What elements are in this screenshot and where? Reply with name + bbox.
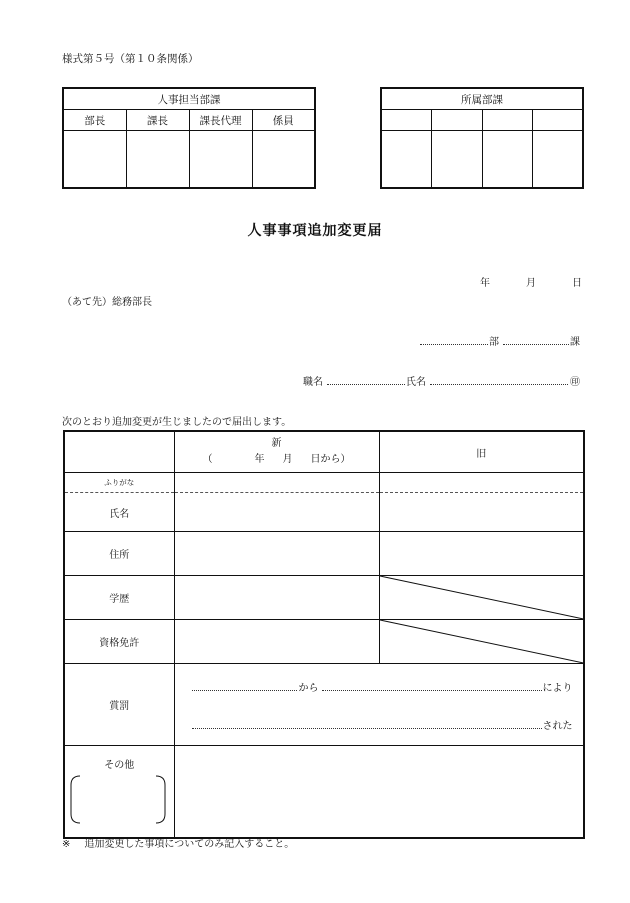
bracket-icon — [70, 775, 166, 824]
department-ka-label: 課 — [570, 337, 580, 348]
addressee: （あて先）総務部長 — [62, 297, 152, 308]
name-label: 氏名 — [406, 377, 426, 388]
position-label: 職名 — [303, 377, 323, 388]
name-old-cell[interactable] — [379, 493, 584, 532]
dept-seal-cell[interactable] — [432, 131, 483, 189]
furigana-new-cell[interactable] — [174, 473, 379, 493]
new-date-year: 年 — [254, 454, 265, 465]
dept-approval-box — [380, 87, 584, 189]
note-mark: ※ — [62, 839, 71, 850]
seal-mark: ㊞ — [570, 377, 580, 388]
other-cell[interactable] — [174, 746, 584, 839]
dept-seal-cell[interactable] — [482, 131, 533, 189]
hr-approval-box — [62, 87, 316, 189]
diagonal-strike — [380, 576, 584, 619]
hr-col-bucho: 部長 — [63, 110, 126, 131]
dept-col-cell[interactable] — [533, 110, 584, 131]
row-education-label: 学歴 — [64, 576, 174, 620]
award-cell — [174, 664, 584, 746]
form-number: 様式第５号（第１０条関係） — [62, 53, 199, 65]
hr-seal-cell[interactable] — [189, 131, 252, 189]
hr-seal-cell[interactable] — [252, 131, 315, 189]
note-text: 追加変更した事項についてのみ記入すること。 — [84, 839, 295, 850]
dept-seal-cell[interactable] — [381, 131, 432, 189]
award-from-field[interactable] — [192, 690, 297, 691]
row-license-label: 資格免許 — [64, 620, 174, 664]
education-new-cell[interactable] — [174, 576, 379, 620]
new-date-open: （ — [202, 454, 213, 465]
hr-col-kacho-dairi: 課長代理 — [189, 110, 252, 131]
department-bu-label: 部 — [489, 337, 499, 348]
dept-box-header: 所属部課 — [381, 88, 583, 110]
row-furigana-label: ふりがな — [64, 473, 174, 493]
diagonal-strike — [380, 620, 584, 663]
award-detail-field[interactable] — [192, 728, 542, 729]
name-new-cell[interactable] — [174, 493, 379, 532]
form-title: 人事事項追加変更届 — [247, 223, 383, 239]
row-name-label: 氏名 — [64, 493, 174, 532]
address-new-cell[interactable] — [174, 532, 379, 576]
new-effective-date[interactable] — [175, 452, 379, 468]
name-field[interactable] — [430, 384, 568, 385]
hr-col-kacho: 課長 — [126, 110, 189, 131]
award-done-label: された — [542, 721, 573, 732]
footnote — [62, 835, 294, 850]
new-date-day: 日から） — [310, 454, 351, 465]
row-other-label: その他 — [104, 760, 135, 771]
row-address-label: 住所 — [64, 532, 174, 576]
department-field[interactable] — [420, 344, 488, 345]
award-by-label: により — [542, 683, 573, 694]
education-old-cell-struck — [379, 576, 584, 620]
section-field[interactable] — [503, 344, 569, 345]
corner-cell — [64, 431, 174, 473]
dept-col-cell[interactable] — [482, 110, 533, 131]
intro-text: 次のとおり追加変更が生じましたので届出します。 — [62, 417, 292, 428]
license-new-cell[interactable] — [174, 620, 379, 664]
hr-seal-cell[interactable] — [126, 131, 189, 189]
hr-box-header: 人事担当部課 — [63, 88, 315, 110]
old-header: 旧 — [379, 431, 584, 473]
new-date-month: 月 — [282, 454, 293, 465]
date-month-label: 月 — [526, 278, 536, 289]
dept-col-cell[interactable] — [432, 110, 483, 131]
new-header — [174, 431, 379, 473]
date-year-label: 年 — [480, 278, 490, 289]
award-from-label: から — [298, 683, 319, 694]
row-award-label: 賞罰 — [64, 664, 174, 746]
furigana-old-cell[interactable] — [379, 473, 584, 493]
hr-col-kakariin: 係員 — [252, 110, 315, 131]
address-old-cell[interactable] — [379, 532, 584, 576]
date-day-label: 日 — [572, 278, 582, 289]
position-field[interactable] — [327, 384, 405, 385]
hr-seal-cell[interactable] — [63, 131, 126, 189]
new-label: 新 — [271, 438, 282, 449]
dept-seal-cell[interactable] — [533, 131, 584, 189]
license-old-cell-struck — [379, 620, 584, 664]
award-by-field[interactable] — [322, 690, 542, 691]
dept-col-cell[interactable] — [381, 110, 432, 131]
